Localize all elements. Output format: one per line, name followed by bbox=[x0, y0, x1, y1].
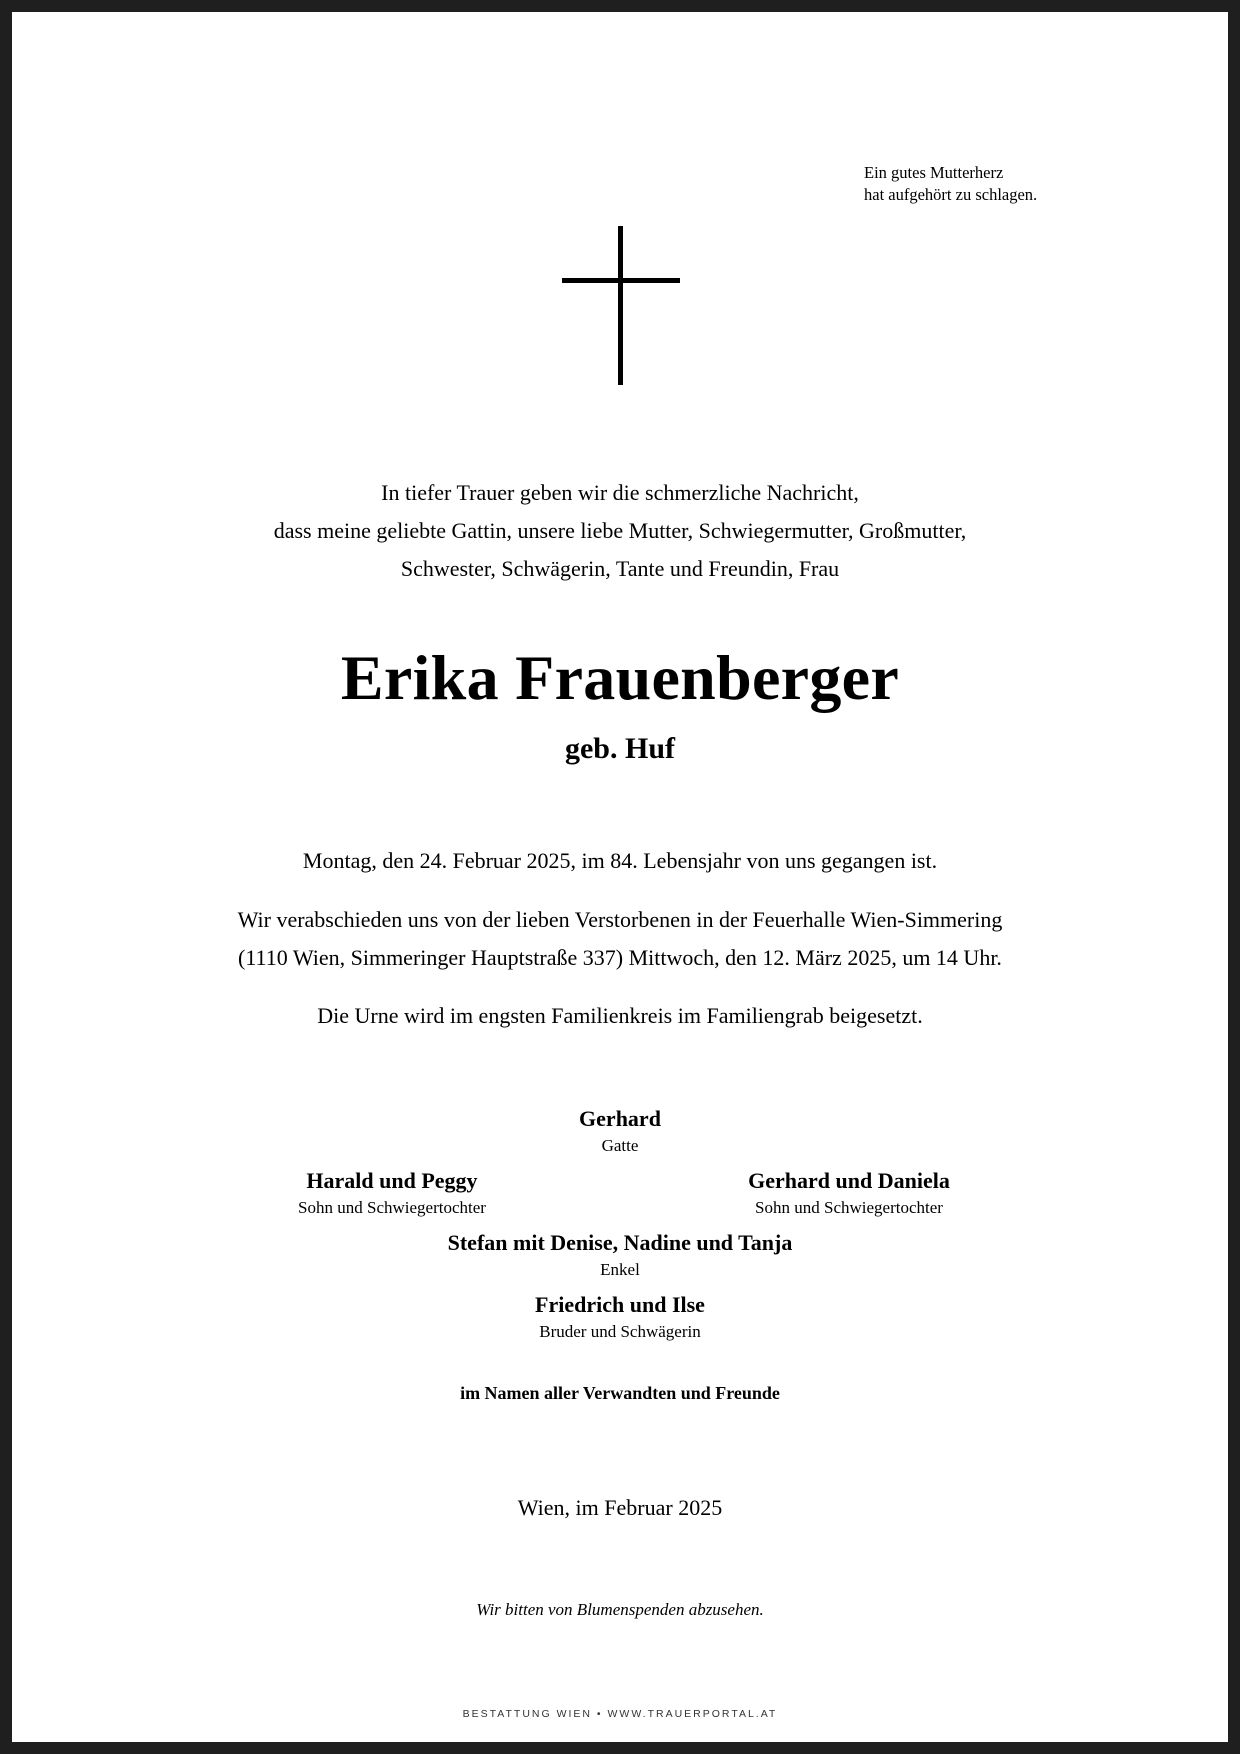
farewell-line-2: (1110 Wien, Simmeringer Hauptstraße 337) Mittwoch, den 12. März 2025, um 14 Uhr. bbox=[238, 945, 1002, 970]
place-date: Wien, im Februar 2025 bbox=[517, 1495, 723, 1520]
mourner-son-right bbox=[669, 1166, 1029, 1220]
death-statement: Montag, den 24. Februar 2025, im 84. Lebensjahr von uns gegangen ist. bbox=[302, 848, 938, 873]
cross-icon bbox=[562, 226, 680, 386]
mourner-name: Gerhard bbox=[579, 1106, 661, 1131]
intro-text bbox=[12, 474, 1228, 588]
deceased-name: Erika Frauenberger bbox=[340, 642, 900, 713]
mourner-name: Stefan mit Denise, Nadine und Tanja bbox=[447, 1230, 793, 1255]
motto-line-2: hat aufgehört zu schlagen. bbox=[864, 185, 1038, 204]
maiden-name: geb. Huf bbox=[564, 732, 675, 765]
mourner-relation: Sohn und Schwiegertochter bbox=[755, 1198, 943, 1217]
closing-line: im Namen aller Verwandten und Freunde bbox=[460, 1383, 780, 1403]
mourner-relation: Bruder und Schwägerin bbox=[539, 1322, 701, 1341]
footer-credit: BESTATTUNG WIEN • WWW.TRAUERPORTAL.AT bbox=[462, 1708, 778, 1720]
mourner-relation: Enkel bbox=[600, 1260, 640, 1279]
mourner-relation: Sohn und Schwiegertochter bbox=[298, 1198, 486, 1217]
mourner-relation: Gatte bbox=[601, 1136, 639, 1155]
obituary-notice bbox=[12, 12, 1228, 1742]
mourner-spouse bbox=[12, 1104, 1228, 1158]
mourner-siblings bbox=[12, 1290, 1228, 1344]
motto-line-1: Ein gutes Mutterherz bbox=[864, 163, 1004, 182]
mourner-name: Friedrich und Ilse bbox=[535, 1292, 705, 1317]
farewell-statement bbox=[12, 901, 1228, 977]
intro-line-1: In tiefer Trauer geben wir die schmerzliche Nachricht, bbox=[381, 480, 859, 505]
intro-line-2: dass meine geliebte Gattin, unsere liebe Mutter, Schwiegermutter, Großmutter, bbox=[273, 518, 967, 543]
flowers-note: Wir bitten von Blumenspenden abzusehen. bbox=[476, 1600, 764, 1619]
mourner-name: Harald und Peggy bbox=[306, 1168, 478, 1193]
mourner-name: Gerhard und Daniela bbox=[748, 1168, 950, 1193]
farewell-line-1: Wir verabschieden uns von der lieben Verstorbenen in der Feuerhalle Wien-Simmering bbox=[237, 907, 1003, 932]
urn-statement: Die Urne wird im engsten Familienkreis im Familiengrab beigesetzt. bbox=[317, 1003, 923, 1028]
intro-line-3: Schwester, Schwägerin, Tante und Freundin, Frau bbox=[400, 556, 840, 581]
mourner-son-left bbox=[212, 1166, 572, 1220]
motto bbox=[864, 162, 1037, 206]
mourner-grandchildren bbox=[12, 1228, 1228, 1282]
